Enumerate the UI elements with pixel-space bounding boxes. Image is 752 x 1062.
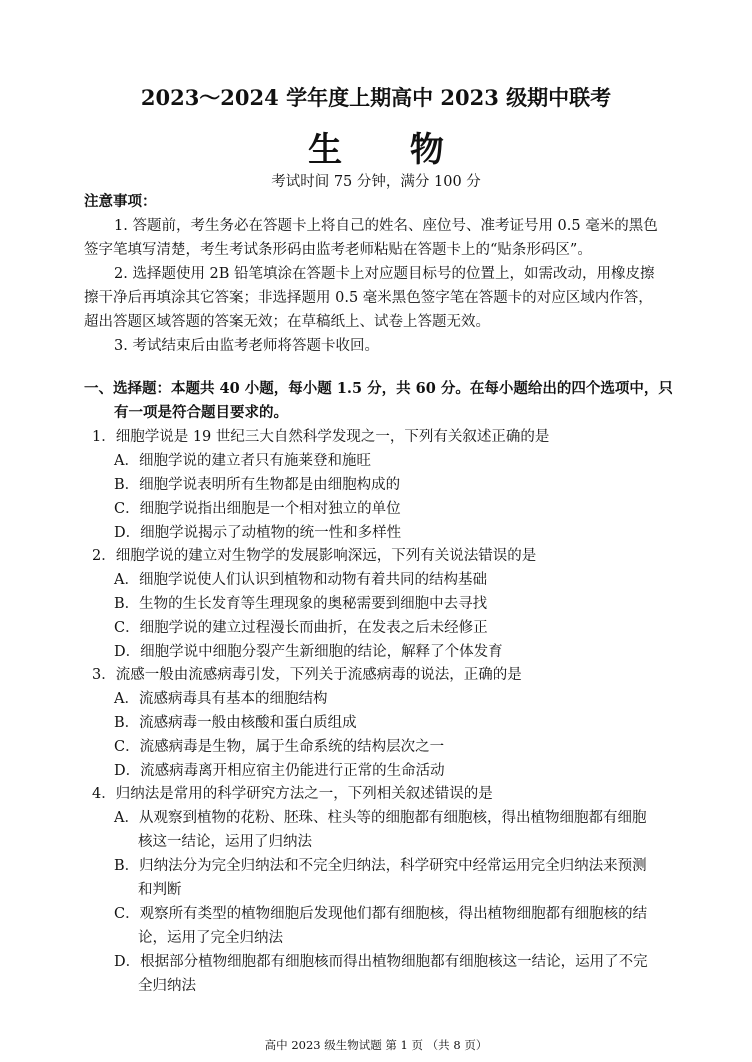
question-option: B．归纳法分为完全归纳法和不完全归纳法，科学研究中经常运用完全归纳法来预测 [114, 858, 647, 874]
notes-line: 擦干净后再填涂其它答案；非选择题用 0.5 毫米黑色签字笔在答题卡的对应区域内作答， [84, 290, 653, 306]
notes-line: 签字笔填写清楚，考生考试条形码由监考老师粘贴在答题卡上的“贴条形码区”。 [84, 242, 592, 258]
question-stem: 4．归纳法是常用的科学研究方法之一，下列相关叙述错误的是 [92, 786, 493, 802]
section-heading: 一、选择题：本题共 40 小题，每小题 1.5 分，共 60 分。在每小题给出的四个选项中，只 [84, 380, 673, 397]
question-option: C．观察所有类型的植物细胞后发现他们都有细胞核，得出植物细胞都有细胞核的结 [114, 906, 648, 922]
question-option-cont: 核这一结论，运用了归纳法 [138, 834, 312, 850]
notes-line: 3. 考试结束后由监考老师将答题卡收回。 [114, 338, 379, 354]
exam-info: 考试时间 75 分钟，满分 100 分 [271, 174, 481, 190]
question-option: A．从观察到植物的花粉、胚珠、柱头等的细胞都有细胞核，得出植物细胞都有细胞 [114, 810, 647, 826]
question-option-cont: 和判断 [138, 882, 182, 898]
question-option: B．生物的生长发育等生理现象的奥秘需要到细胞中去寻找 [114, 596, 488, 612]
question-stem: 2．细胞学说的建立对生物学的发展影响深远，下列有关说法错误的是 [92, 548, 537, 564]
question-stem: 3．流感一般由流感病毒引发，下列关于流感病毒的说法，正确的是 [92, 667, 522, 683]
notes-line: 1. 答题前，考生务必在答题卡上将自己的姓名、座位号、准考证号用 0.5 毫米的黑色 [114, 218, 658, 234]
question-option: D．流感病毒离开相应宿主仍能进行正常的生命活动 [114, 763, 445, 779]
question-option-cont: 全归纳法 [138, 978, 196, 994]
notes-heading: 注意事项： [84, 193, 157, 210]
question-option: D．细胞学说中细胞分裂产生新细胞的结论，解释了个体发育 [114, 644, 503, 660]
question-option: C．流感病毒是生物，属于生命系统的结构层次之一 [114, 739, 445, 755]
exam-title: 2023～2024 学年度上期高中 2023 级期中联考 [140, 85, 612, 110]
subject-title: 生 物 [308, 130, 472, 170]
question-option-cont: 论，运用了完全归纳法 [138, 930, 283, 946]
question-option: A．细胞学说使人们认识到植物和动物有着共同的结构基础 [114, 572, 487, 588]
question-option: C．细胞学说的建立过程漫长而曲折，在发表之后未经修正 [114, 620, 488, 636]
notes-line: 超出答题区域答题的答案无效；在草稿纸上、试卷上答题无效。 [84, 314, 490, 330]
question-option: A．流感病毒具有基本的细胞结构 [114, 691, 328, 707]
question-stem: 1．细胞学说是 19 世纪三大自然科学发现之一，下列有关叙述正确的是 [92, 429, 550, 445]
question-option: D．根据部分植物细胞都有细胞核而得出植物细胞都有细胞核这一结论，运用了不完 [114, 954, 648, 970]
question-option: C．细胞学说指出细胞是一个相对独立的单位 [114, 501, 401, 517]
notes-line: 2. 选择题使用 2B 铅笔填涂在答题卡上对应题目标号的位置上，如需改动，用橡皮擦 [114, 266, 655, 282]
question-option: B．细胞学说表明所有生物都是由细胞构成的 [114, 477, 401, 493]
question-option: B．流感病毒一般由核酸和蛋白质组成 [114, 715, 357, 731]
question-option: A．细胞学说的建立者只有施莱登和施旺 [114, 453, 371, 469]
section-heading-cont: 有一项是符合题目要求的。 [114, 404, 288, 421]
question-option: D．细胞学说揭示了动植物的统一性和多样性 [114, 525, 402, 541]
page-footer: 高中 2023 级生物试题 第 1 页 （共 8 页） [264, 1038, 488, 1052]
